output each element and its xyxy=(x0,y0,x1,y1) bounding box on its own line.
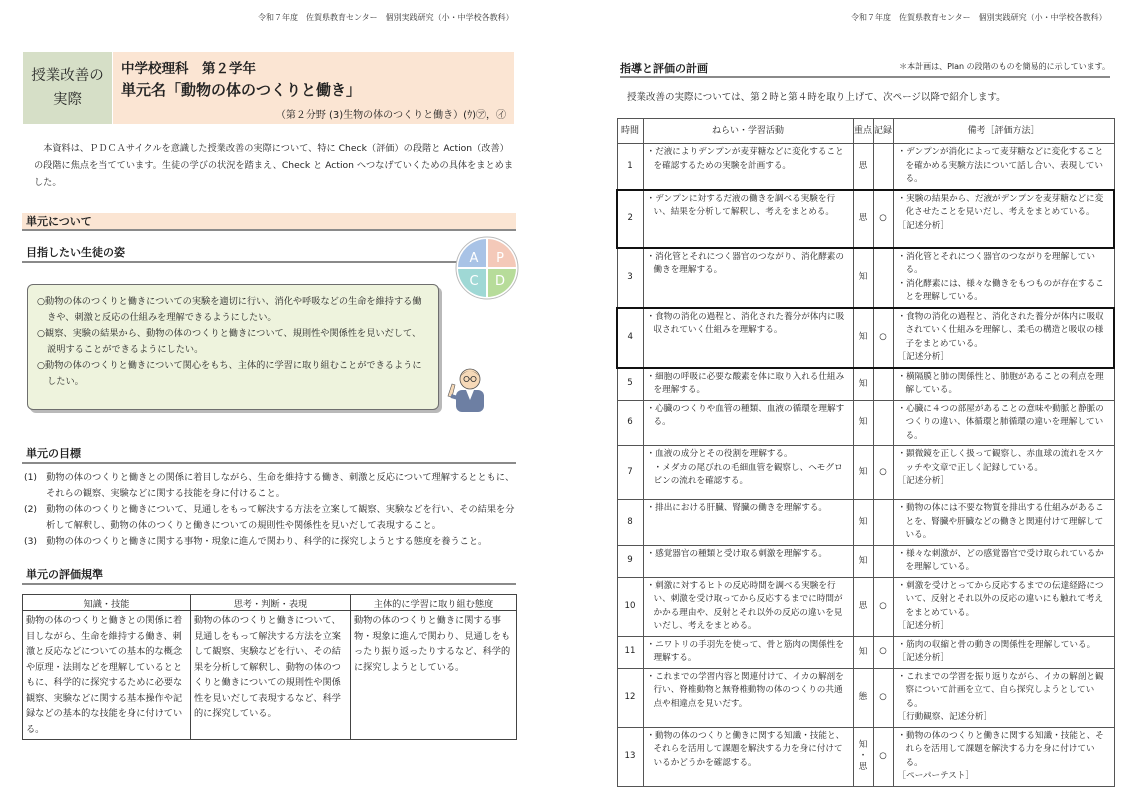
plan-row xyxy=(617,190,1114,248)
intro-text xyxy=(34,140,516,191)
plan-remarks-cell xyxy=(893,446,1114,500)
title-label-box xyxy=(23,52,112,124)
pdca-p-label: P xyxy=(496,251,504,266)
plan-remark-line: ・刺激を受けとってから反応するまでの伝達経路について、反射とそれ以外の反応の違いにも触れて考えをまとめている。 xyxy=(897,580,1104,618)
plan-remark-line: ・食物の消化の過程と、消化された養分が体内に吸収されていく仕組みを理解し、柔毛の構造と吸収の様子をまとめている。 xyxy=(897,311,1104,349)
plan-aim-cell: ・刺激に対するヒトの反応時間を調べる実験を行い、刺激を受け取ってから反応するまでに時間がかかる理由や、反射とそれ以外の反応の違いを見いだし、考えをまとめる。 xyxy=(643,577,853,636)
plan-remark-line: ・消化管とそれにつく器官のつながりを理解している。 xyxy=(897,251,1095,275)
plan-record-cell: ○ xyxy=(873,577,893,636)
plan-row xyxy=(617,727,1114,786)
plan-remark-line: ［記述分析］ xyxy=(897,621,950,631)
plan-time-cell: 11 xyxy=(617,636,643,668)
section-criteria-heading: 単元の評価規準 xyxy=(22,565,516,585)
plan-record-cell: ○ xyxy=(873,727,893,786)
plan-aim-cell: ・排出における肝臓、腎臓の働きを理解する。 xyxy=(643,500,853,546)
plan-intro: 授業改善の実際については、第２時と第４時を取り上げて、次ページ以降で紹介します。 xyxy=(627,92,1006,103)
objective-item: (1) 動物の体のつくりと働きとの関係に着目しながら、生命を維持する働き、刺激と反応について理解するとともに、それらの観察、実験などに関する技能を身に付けること。 xyxy=(24,472,515,499)
plan-focus-cell: 態 xyxy=(853,668,873,727)
plan-time-cell: 9 xyxy=(617,545,643,577)
unit-name: 単元名「動物の体のつくりと働き」 xyxy=(121,81,362,99)
plan-focus-cell: 知 ・ 思 xyxy=(853,727,873,786)
plan-row xyxy=(617,144,1114,190)
plan-focus-cell: 知 xyxy=(853,500,873,546)
plan-time-cell: 12 xyxy=(617,668,643,727)
plan-remark-line: ・心臓に４つの部屋があることの意味や動脈と静脈のつくりの違い、体循環と肺循環の違いを理解している。 xyxy=(897,403,1104,441)
plan-record-cell xyxy=(873,400,893,446)
plan-aim-cell: ・食物の消化の過程と、消化された養分が体内に吸収されていく仕組みを理解する。 xyxy=(643,308,853,368)
plan-time-cell: 1 xyxy=(617,144,643,190)
plan-aim-cell: ・ニワトリの手羽先を使って、骨と筋肉の関係性を理解する。 xyxy=(643,636,853,668)
plan-aim-cell: ・これまでの学習内容と関連付けて、イカの解剖を行い、脊椎動物と無脊椎動物の体のつくりの共通点や相違点を見いだす。 xyxy=(643,668,853,727)
plan-remark-line: ［記述分析］ xyxy=(897,476,950,486)
plan-row xyxy=(617,368,1114,401)
plan-remark-line: ・実験の結果から、だ液がデンプンを麦芽糖などに変化させたことを見いだし、考えをまとめている。 xyxy=(897,193,1104,217)
plan-row xyxy=(617,500,1114,546)
plan-header-aim: ねらい・学習活動 xyxy=(643,119,853,144)
plan-header-record: 記録 xyxy=(873,119,893,144)
teacher-illustration-icon xyxy=(442,362,494,414)
plan-time-cell: 6 xyxy=(617,400,643,446)
plan-row xyxy=(617,668,1114,727)
plan-record-cell xyxy=(873,368,893,401)
plan-note: ＊本計画は、Plan の段階のものを簡易的に示しています。 xyxy=(899,62,1110,71)
criteria-header: 知識・技能 xyxy=(23,595,191,611)
plan-aim-cell: ・デンプンに対するだ液の働きを調べる実験を行い、結果を分析して解釈し、考えをまとめる。 xyxy=(643,190,853,248)
plan-aim-cell: ・細胞の呼吸に必要な酸素を体に取り入れる仕組みを理解する。 xyxy=(643,368,853,401)
title-main-box xyxy=(113,52,514,124)
plan-aim-cell: ・感覚器官の種類と受け取る刺激を理解する。 xyxy=(643,545,853,577)
plan-record-cell: ○ xyxy=(873,668,893,727)
plan-time-cell: 7 xyxy=(617,446,643,500)
section-goal-heading: 目指したい生徒の姿 xyxy=(22,243,516,263)
plan-time-cell: 13 xyxy=(617,727,643,786)
plan-row xyxy=(617,308,1114,368)
criteria-row xyxy=(23,611,517,740)
criteria-cell: 動物の体のつくりと働きとの関係に着目しながら、生命を維持する働き、刺激と反応などについての基本的な概念や原理・法則などを理解しているとともに、科学的に探究するために必要な観察、実験などに関する基本操作や記録などの基本的な技能を身に付けている。 xyxy=(23,611,191,740)
plan-header-focus: 重点 xyxy=(853,119,873,144)
plan-row xyxy=(617,400,1114,446)
plan-focus-cell: 知 xyxy=(853,400,873,446)
page-header: 令和７年度 佐賀県教育センター 個別実践研究（小・中学校各教科） xyxy=(851,13,1107,22)
plan-title: 指導と評価の計画 xyxy=(620,62,708,75)
plan-remarks-cell xyxy=(893,668,1114,727)
plan-remark-line: ・顕微鏡を正しく扱って観察し、赤血球の流れをスケッチや文章で正しく記録している。 xyxy=(897,449,1104,473)
plan-aim-cell: ・動物の体のつくりと働きに関する知識・技能と、それらを活用して課題を解決する力を身に付けているかどうかを確認する。 xyxy=(643,727,853,786)
plan-remarks-cell xyxy=(893,577,1114,636)
objectives-list xyxy=(24,470,518,550)
plan-time-cell: 2 xyxy=(617,190,643,248)
plan-remark-line: ［記述分析］ xyxy=(897,220,950,231)
plan-record-cell: ○ xyxy=(873,446,893,500)
plan-title-bar xyxy=(620,58,1110,78)
plan-time-cell: 5 xyxy=(617,368,643,401)
plan-remark-line: ・動物の体のつくりと働きに関する知識・技能と、それらを活用して課題を解決する力を身に付けている。 xyxy=(897,730,1104,768)
plan-focus-cell: 思 xyxy=(853,190,873,248)
plan-record-cell xyxy=(873,144,893,190)
plan-remark-line: ［記述分析］ xyxy=(897,352,950,362)
plan-remark-line: ［記述分析］ xyxy=(897,653,950,663)
plan-remark-line: ・横隔膜と肺の関係性と、肺胞があることの利点を理解している。 xyxy=(897,371,1104,395)
section-unit-heading: 単元について xyxy=(22,213,516,231)
criteria-cell: 動物の体のつくりと働きに関する事物・現象に進んで関わり、見通しをもったり振り返ったりするなど、科学的に探究しようとしている。 xyxy=(351,611,517,740)
plan-remark-line: ・これまでの学習を振り返りながら、イカの解剖と観察について計画を立て、自ら探究しようとしている。 xyxy=(897,671,1104,709)
intro-paragraph: 本資料は、ＰＤＣＡサイクルを意識した授業改善の実際について、特に Check（評価）の段階と Action（改善）の段階に焦点を当てています。生徒の学びの状況を踏まえ、Check と Action へつなげていくための具体をまとめました。 xyxy=(34,143,514,188)
plan-focus-cell: 知 xyxy=(853,368,873,401)
pdca-c-label: C xyxy=(469,274,479,289)
plan-header-time: 時間 xyxy=(617,119,643,144)
criteria-cell: 動物の体のつくりと働きについて、見通しをもって解決する方法を立案して観察、実験などを行い、その結果を分析して解釈し、動物の体のつくりと働きについての規則性や関係性を見いだして表現するなど、科学的に探究している。 xyxy=(191,611,351,740)
plan-time-cell: 4 xyxy=(617,308,643,368)
goal-item: ○動物の体のつくりと働きについての実験を適切に行い、消化や呼吸などの生命を維持する働きや、刺激と反応の仕組みを理解できるようにしたい。 xyxy=(37,296,422,323)
left-page xyxy=(0,0,540,769)
plan-header-row xyxy=(617,119,1114,144)
plan-row xyxy=(617,446,1114,500)
plan-focus-cell: 思 xyxy=(853,144,873,190)
subject-grade: 中学校理科 第２学年 xyxy=(121,61,256,77)
plan-time-cell: 3 xyxy=(617,248,643,308)
plan-remarks-cell xyxy=(893,500,1114,546)
plan-remarks-cell xyxy=(893,636,1114,668)
pdca-a-label: A xyxy=(469,251,479,266)
plan-table xyxy=(616,118,1115,787)
plan-record-cell: ○ xyxy=(873,190,893,248)
plan-time-cell: 8 xyxy=(617,500,643,546)
plan-record-cell xyxy=(873,248,893,308)
plan-remark-line: ・筋肉の収縮と骨の動きの関係性を理解している。 xyxy=(897,639,1096,650)
title-label-line1: 授業改善の xyxy=(31,68,104,84)
plan-time-cell: 10 xyxy=(617,577,643,636)
plan-record-cell: ○ xyxy=(873,636,893,668)
criteria-header-row xyxy=(23,595,517,611)
plan-record-cell xyxy=(873,545,893,577)
pdca-d-label: D xyxy=(494,274,506,289)
plan-aim-cell: ・血液の成分とその役割を理解する。 ・メダカの尾びれの毛細血管を観察し、ヘモグロビンの流れを確認する。 xyxy=(643,446,853,500)
plan-row xyxy=(617,248,1114,308)
plan-remarks-cell xyxy=(893,144,1114,190)
plan-focus-cell: 知 xyxy=(853,545,873,577)
plan-remarks-cell xyxy=(893,545,1114,577)
plan-row xyxy=(617,577,1114,636)
plan-remarks-cell xyxy=(893,400,1114,446)
objective-item: (3) 動物の体のつくりと働きに関する事物・現象に進んで関わり、科学的に探究しようとする態度を養うこと。 xyxy=(24,536,488,547)
plan-remarks-cell xyxy=(893,248,1114,308)
goal-item: ○観察、実験の結果から、動物の体のつくりと働きについて、規則性や関係性を見いだして、説明することができるようにしたい。 xyxy=(37,328,422,355)
plan-remark-line: ・様々な刺激が、どの感覚器官で受け取られているかを理解している。 xyxy=(897,548,1104,572)
right-page xyxy=(596,0,1134,781)
plan-remarks-cell xyxy=(893,368,1114,401)
plan-row xyxy=(617,545,1114,577)
plan-row xyxy=(617,636,1114,668)
goal-box xyxy=(27,284,439,410)
plan-remarks-cell xyxy=(893,190,1114,248)
page-header: 令和７年度 佐賀県教育センター 個別実践研究（小・中学校各教科） xyxy=(258,13,514,22)
plan-focus-cell: 知 xyxy=(853,636,873,668)
plan-record-cell xyxy=(873,500,893,546)
curriculum-ref: （第２分野 (3)生物の体のつくりと働き）(ｳ)㋐，㋑ xyxy=(275,110,506,121)
title-label-line2: 実際 xyxy=(53,92,82,108)
plan-focus-cell: 知 xyxy=(853,308,873,368)
objective-item: (2) 動物の体のつくりと働きについて、見通しをもって解決する方法を立案して観察、実験などを行い、その結果を分析して解釈し、動物の体のつくりと働きについての規則性や関係性を見いだして表現すること。 xyxy=(24,504,515,531)
plan-remark-line: ・デンプンが消化によって麦芽糖などに変化することを確かめる実験方法について話し合い、表現している。 xyxy=(897,147,1104,184)
plan-record-cell: ○ xyxy=(873,308,893,368)
plan-remarks-cell xyxy=(893,308,1114,368)
plan-remark-line: ・動物の体には不要な物質を排出する仕組みがあることを、腎臓や肝臓などの働きと関連付けて理解している。 xyxy=(897,503,1104,540)
pdca-cycle-icon xyxy=(455,236,519,300)
plan-remark-line: ［行動観察、記述分析］ xyxy=(897,712,993,722)
plan-header-remarks: 備考［評価方法］ xyxy=(893,119,1114,144)
plan-aim-cell: ・消化管とそれにつく器官のつながり、消化酵素の働きを理解する。 xyxy=(643,248,853,308)
plan-focus-cell: 思 xyxy=(853,577,873,636)
plan-remarks-cell xyxy=(893,727,1114,786)
plan-focus-cell: 知 xyxy=(853,248,873,308)
criteria-header: 主体的に学習に取り組む態度 xyxy=(351,595,517,611)
criteria-header: 思考・判断・表現 xyxy=(191,595,351,611)
section-objectives-heading: 単元の目標 xyxy=(22,444,516,464)
plan-aim-cell: ・心臓のつくりや血管の種類、血液の循環を理解する。 xyxy=(643,400,853,446)
plan-remark-line: ［ペーパーテスト］ xyxy=(897,771,975,781)
plan-aim-cell: ・だ液によりデンプンが麦芽糖などに変化することを確認するための実験を計画する。 xyxy=(643,144,853,190)
plan-remark-line: ・消化酵素には、様々な働きをもつものが存在することを理解している。 xyxy=(897,278,1104,302)
criteria-table xyxy=(22,594,517,740)
plan-focus-cell: 知 xyxy=(853,446,873,500)
goal-item: ○動物の体のつくりと働きについて関心をもち、主体的に学習に取り組むことができるようにしたい。 xyxy=(37,360,422,387)
